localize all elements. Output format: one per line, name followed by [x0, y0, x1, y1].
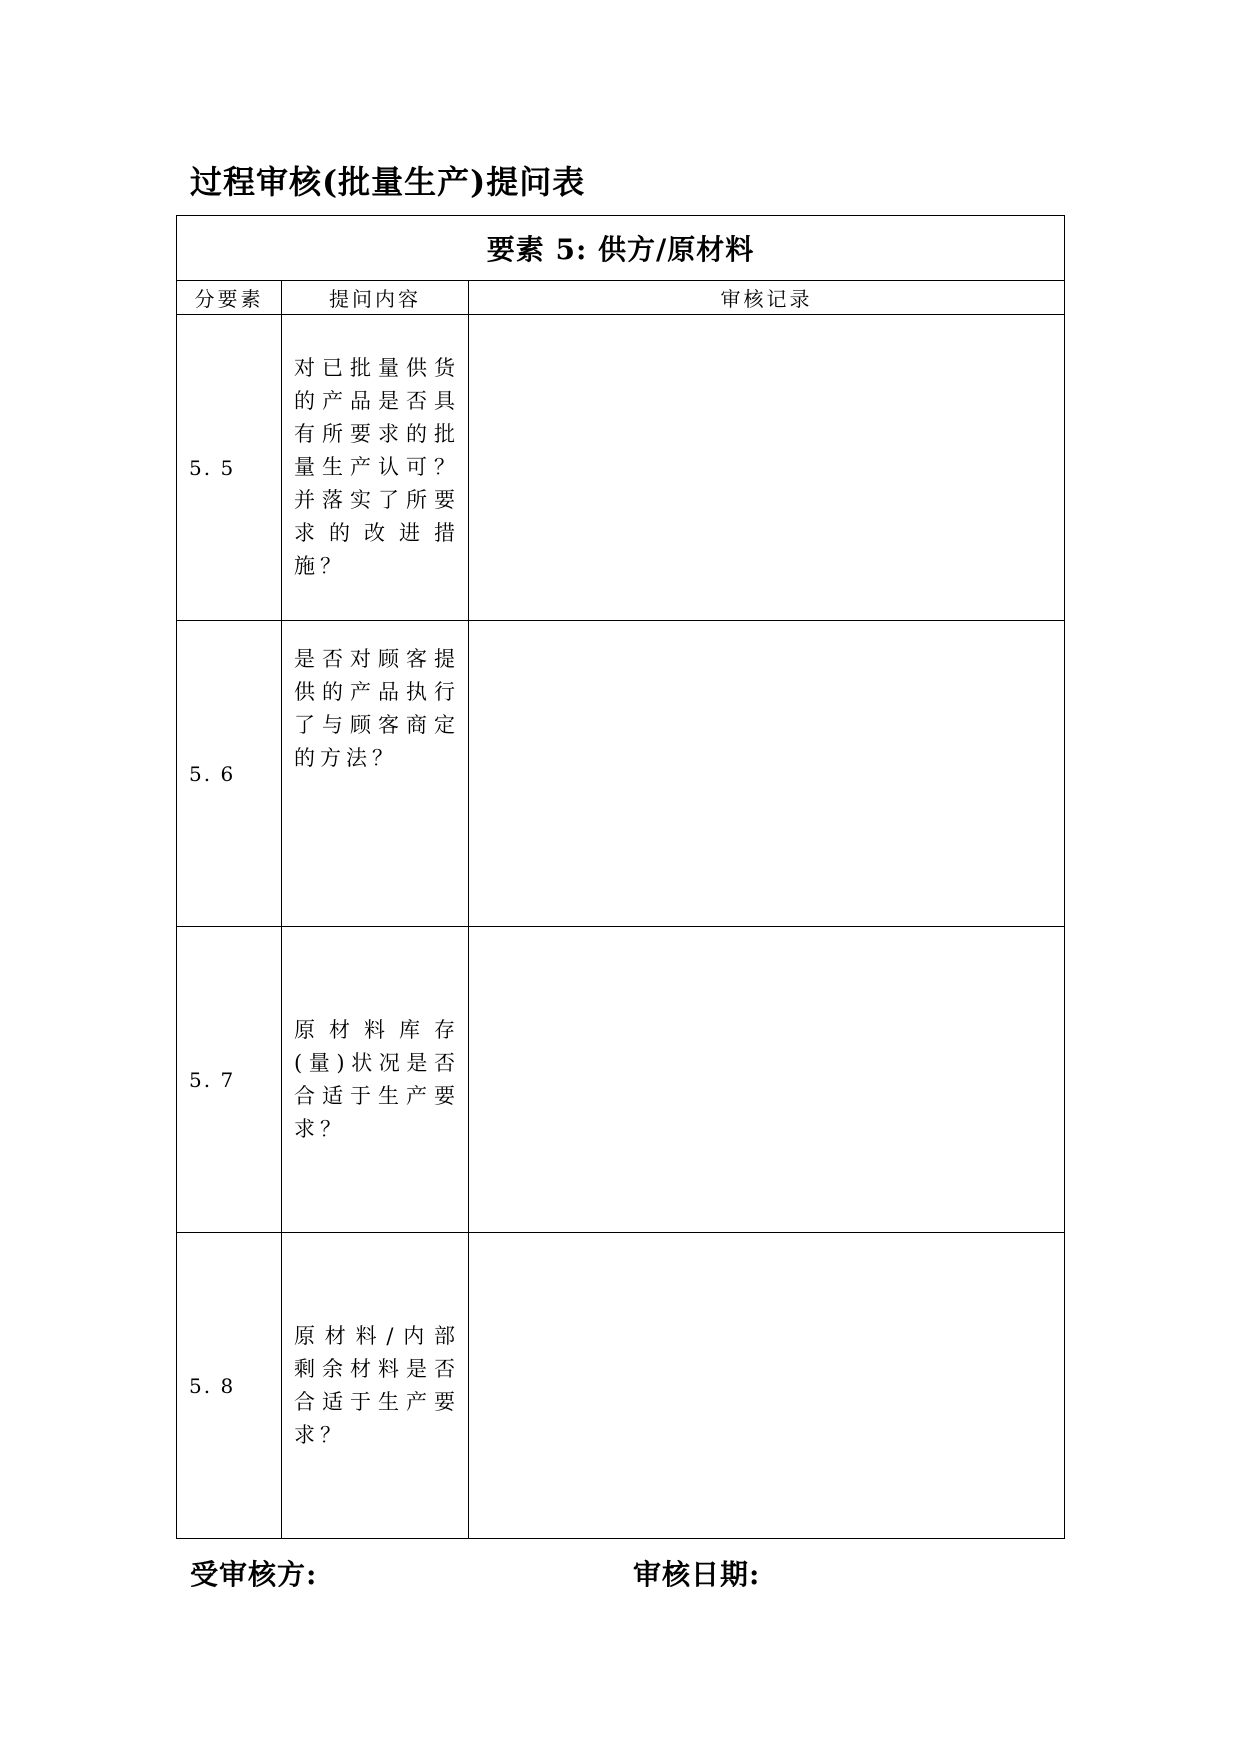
audit-date-label: 审核日期: — [633, 1558, 761, 1591]
question-text-content: 对已批量供货的产品是否具有所要求的批量生产认可？并落实了所要求的改进措施？ — [294, 356, 460, 578]
question-text — [282, 927, 469, 1233]
page-title: 过程审核(批量生产)提问表 — [190, 163, 586, 201]
table-row — [177, 1233, 1065, 1539]
question-text-content: 原材料库存(量)状况是否合适于生产要求？ — [294, 1017, 460, 1141]
column-header-record: 审核记录 — [469, 281, 1065, 315]
sub-element-number: 5. 5 — [177, 315, 282, 621]
auditee-label: 受审核方: — [190, 1558, 318, 1591]
sub-element-number: 5. 7 — [177, 927, 282, 1233]
question-text-content: 是否对顾客提供的产品执行了与顾客商定的方法？ — [294, 647, 460, 770]
element-heading: 要素 5: 供方/原材料 — [177, 216, 1065, 281]
audit-question-table — [176, 215, 1065, 1539]
column-header-sub-element: 分要素 — [177, 281, 282, 315]
sub-element-number: 5. 6 — [177, 621, 282, 927]
audit-record-cell[interactable] — [469, 621, 1065, 927]
sub-element-number: 5. 8 — [177, 1233, 282, 1539]
question-text — [282, 621, 469, 927]
question-text-content: 原材料/内部剩余材料是否合适于生产要求？ — [294, 1323, 460, 1447]
audit-record-cell[interactable] — [469, 927, 1065, 1233]
table-row — [177, 315, 1065, 621]
question-text — [282, 1233, 469, 1539]
table-row — [177, 927, 1065, 1233]
question-text — [282, 315, 469, 621]
table-row — [177, 621, 1065, 927]
column-header-question: 提问内容 — [282, 281, 469, 315]
audit-record-cell[interactable] — [469, 1233, 1065, 1539]
audit-record-cell[interactable] — [469, 315, 1065, 621]
